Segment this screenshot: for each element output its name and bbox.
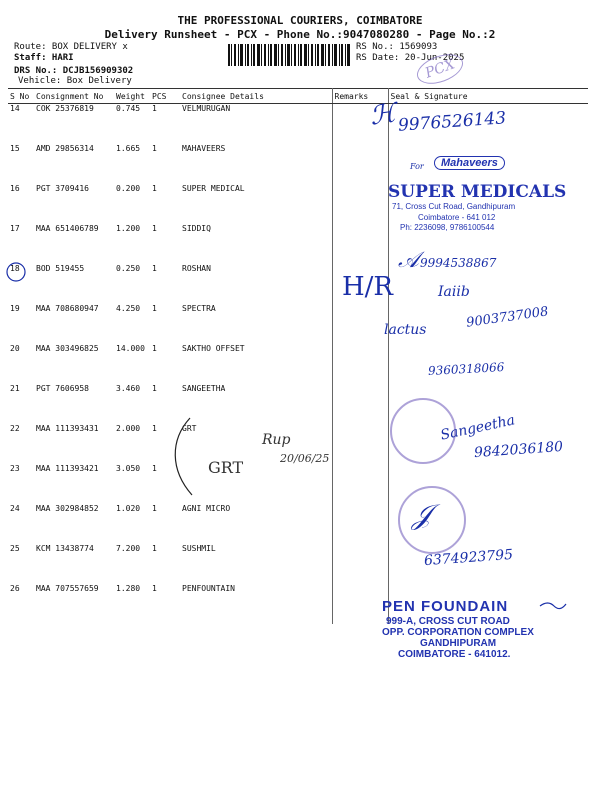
cell-consignee: AGNI MICRO: [180, 504, 332, 544]
cell-weight: 0.745: [116, 104, 141, 113]
cell-sno: 23: [10, 464, 20, 473]
cell-weight: 1.280: [116, 584, 141, 593]
phone-25: 6374923795: [423, 546, 514, 570]
cell-weight: 1.020: [116, 504, 141, 513]
cell-consignment: PGT 7606958: [36, 384, 89, 393]
signature-17: 𝒜: [398, 248, 419, 273]
signature-19: Iaiib: [438, 284, 470, 300]
cell-remarks: [332, 344, 388, 384]
super-medicals-addr2: Coimbatore - 641 012: [418, 213, 496, 222]
cell-weight: 0.200: [116, 184, 141, 193]
cell-sno: 19: [10, 304, 20, 313]
signature-20: lactus: [384, 322, 427, 338]
cell-weight: 1.665: [116, 144, 141, 153]
cell-sno: 14: [10, 104, 20, 113]
grt-date: 20/06/25: [280, 452, 330, 465]
col-consignment: Consignment No: [34, 89, 114, 104]
cell-sno: 22: [10, 424, 20, 433]
mahaveers-for: For: [410, 162, 424, 171]
cell-consignment: MAA 651406789: [36, 224, 99, 233]
table-row: [8, 264, 588, 304]
cell-weight: 14.000: [116, 344, 145, 353]
cell-sno: 16: [10, 184, 20, 193]
cell-remarks: [332, 464, 388, 504]
cell-remarks: [332, 184, 388, 224]
cell-consignee: SIDDIQ: [180, 224, 332, 264]
cell-consignee: SUSHMIL: [180, 544, 332, 584]
cell-remarks: [332, 584, 388, 624]
cell-consignee: SANGEETHA: [180, 384, 332, 424]
cell-consignment: COK 25376819: [36, 104, 94, 113]
cell-pcs: 1: [152, 224, 157, 233]
rs-number: RS No.: 1569093: [356, 42, 438, 52]
pen-stamp-addr4: COIMBATORE - 641012.: [398, 649, 511, 660]
signature-24: 𝒥: [412, 498, 432, 531]
drs-number: DRS No.: DCJB156909302: [14, 66, 134, 76]
cell-consignment: MAA 708680947: [36, 304, 99, 313]
pen-stamp-name: PEN FOUNDAIN: [382, 598, 509, 615]
cell-consignee: [180, 464, 332, 504]
cell-remarks: [332, 224, 388, 264]
cell-pcs: 1: [152, 544, 157, 553]
cell-remarks: [332, 544, 388, 584]
pcx-stamp: PCX: [413, 49, 467, 90]
phone-20: 9360318066: [427, 360, 505, 378]
vehicle-label: Vehicle: Box Delivery: [18, 76, 132, 86]
cell-consignee: SAKTHO OFFSET: [180, 344, 332, 384]
cell-remarks: [332, 304, 388, 344]
pen-stamp-addr2: OPP. CORPORATION COMPLEX: [382, 627, 534, 638]
super-medicals-name: SUPER MEDICALS: [388, 182, 567, 202]
cell-weight: 3.050: [116, 464, 141, 473]
runsheet-title: Delivery Runsheet - PCX - Phone No.:9047080280 - Page No.:2: [104, 28, 496, 41]
cell-weight: 4.250: [116, 304, 141, 313]
cell-consignment: PGT 3709416: [36, 184, 89, 193]
cell-weight: 7.200: [116, 544, 141, 553]
grt-note: GRT: [208, 458, 244, 477]
route-label: Route: BOX DELIVERY x: [14, 42, 128, 52]
cell-sno: 21: [10, 384, 20, 393]
pen-stamp-addr1: 999-A, CROSS CUT ROAD: [386, 616, 510, 627]
cell-pcs: 1: [152, 104, 157, 113]
table-header: [8, 89, 588, 104]
cell-consignment: MAA 303496825: [36, 344, 99, 353]
phone-14: 9976526143: [397, 108, 507, 136]
cell-sno: 18: [10, 264, 20, 273]
phone-22: 9842036180: [473, 438, 564, 462]
signature-14: ℋ: [368, 98, 398, 132]
mahaveers-stamp: Mahaveers: [434, 156, 505, 170]
cell-consignment: BOD 519455: [36, 264, 85, 273]
cell-remarks: [332, 384, 388, 424]
cell-pcs: 1: [152, 144, 157, 153]
cell-consignee: VELMURUGAN: [180, 104, 332, 145]
col-remarks: Remarks: [332, 89, 388, 104]
phone-19: 9003737008: [465, 304, 550, 331]
cell-pcs: 1: [152, 384, 157, 393]
phone-18: 9994538867: [420, 256, 497, 270]
cell-weight: 0.250: [116, 264, 141, 273]
cell-pcs: 1: [152, 184, 157, 193]
cell-consignee: SUPER MEDICAL: [180, 184, 332, 224]
cell-weight: 3.460: [116, 384, 141, 393]
pen-stamp-addr3: GANDHIPURAM: [420, 638, 497, 649]
cell-remarks: [332, 144, 388, 184]
cell-consignment: MAA 111393421: [36, 464, 99, 473]
staff-label: Staff: HARI: [14, 53, 74, 63]
cell-remarks: [332, 504, 388, 544]
cell-weight: 2.000: [116, 424, 141, 433]
cell-consignee: GRT: [180, 424, 332, 464]
cell-sno: 25: [10, 544, 20, 553]
barcode: [228, 44, 350, 66]
cell-consignee: MAHAVEERS: [180, 144, 332, 184]
cell-consignment: MAA 302984852: [36, 504, 99, 513]
grt-signature: Rup: [262, 432, 291, 448]
cell-sno: 15: [10, 144, 20, 153]
cell-sno: 24: [10, 504, 20, 513]
cell-sno: 17: [10, 224, 20, 233]
cell-consignee: SPECTRA: [180, 304, 332, 344]
col-consignee: Consignee Details: [180, 89, 332, 104]
round-seal-24: [398, 486, 466, 554]
col-pcs: PCS: [150, 89, 180, 104]
cell-pcs: 1: [152, 344, 157, 353]
table-row: [8, 504, 588, 544]
col-sno: S No: [8, 89, 34, 104]
table-row: [8, 464, 588, 504]
cell-pcs: 1: [152, 584, 157, 593]
cell-pcs: 1: [152, 424, 157, 433]
cell-consignment: KCM 13438774: [36, 544, 94, 553]
rs-date: RS Date: 20-Jun-2025: [356, 53, 465, 63]
table-row: [8, 224, 588, 264]
cell-pcs: 1: [152, 304, 157, 313]
cell-consignee: PENFOUNTAIN: [180, 584, 332, 624]
cell-remarks: [332, 424, 388, 464]
cell-consignment: AMD 29856314: [36, 144, 94, 153]
signature-21: Sangeetha: [439, 412, 517, 444]
initials-18: H/R: [342, 272, 394, 302]
cell-pcs: 1: [152, 464, 157, 473]
cell-consignment: MAA 707557659: [36, 584, 99, 593]
company-title: THE PROFESSIONAL COURIERS, COIMBATORE: [177, 14, 423, 27]
cell-sno: 20: [10, 344, 20, 353]
super-medicals-phone: Ph: 2236098, 9786100544: [400, 223, 495, 232]
cell-consignee: ROSHAN: [180, 264, 332, 304]
cell-consignment: MAA 111393431: [36, 424, 99, 433]
cell-pcs: 1: [152, 264, 157, 273]
col-seal: Seal & Signature: [388, 89, 588, 104]
super-medicals-addr1: 71, Cross Cut Road, Gandhipuram: [392, 202, 516, 211]
cell-pcs: 1: [152, 504, 157, 513]
cell-sno: 26: [10, 584, 20, 593]
cell-weight: 1.200: [116, 224, 141, 233]
col-weight: Weight: [114, 89, 150, 104]
